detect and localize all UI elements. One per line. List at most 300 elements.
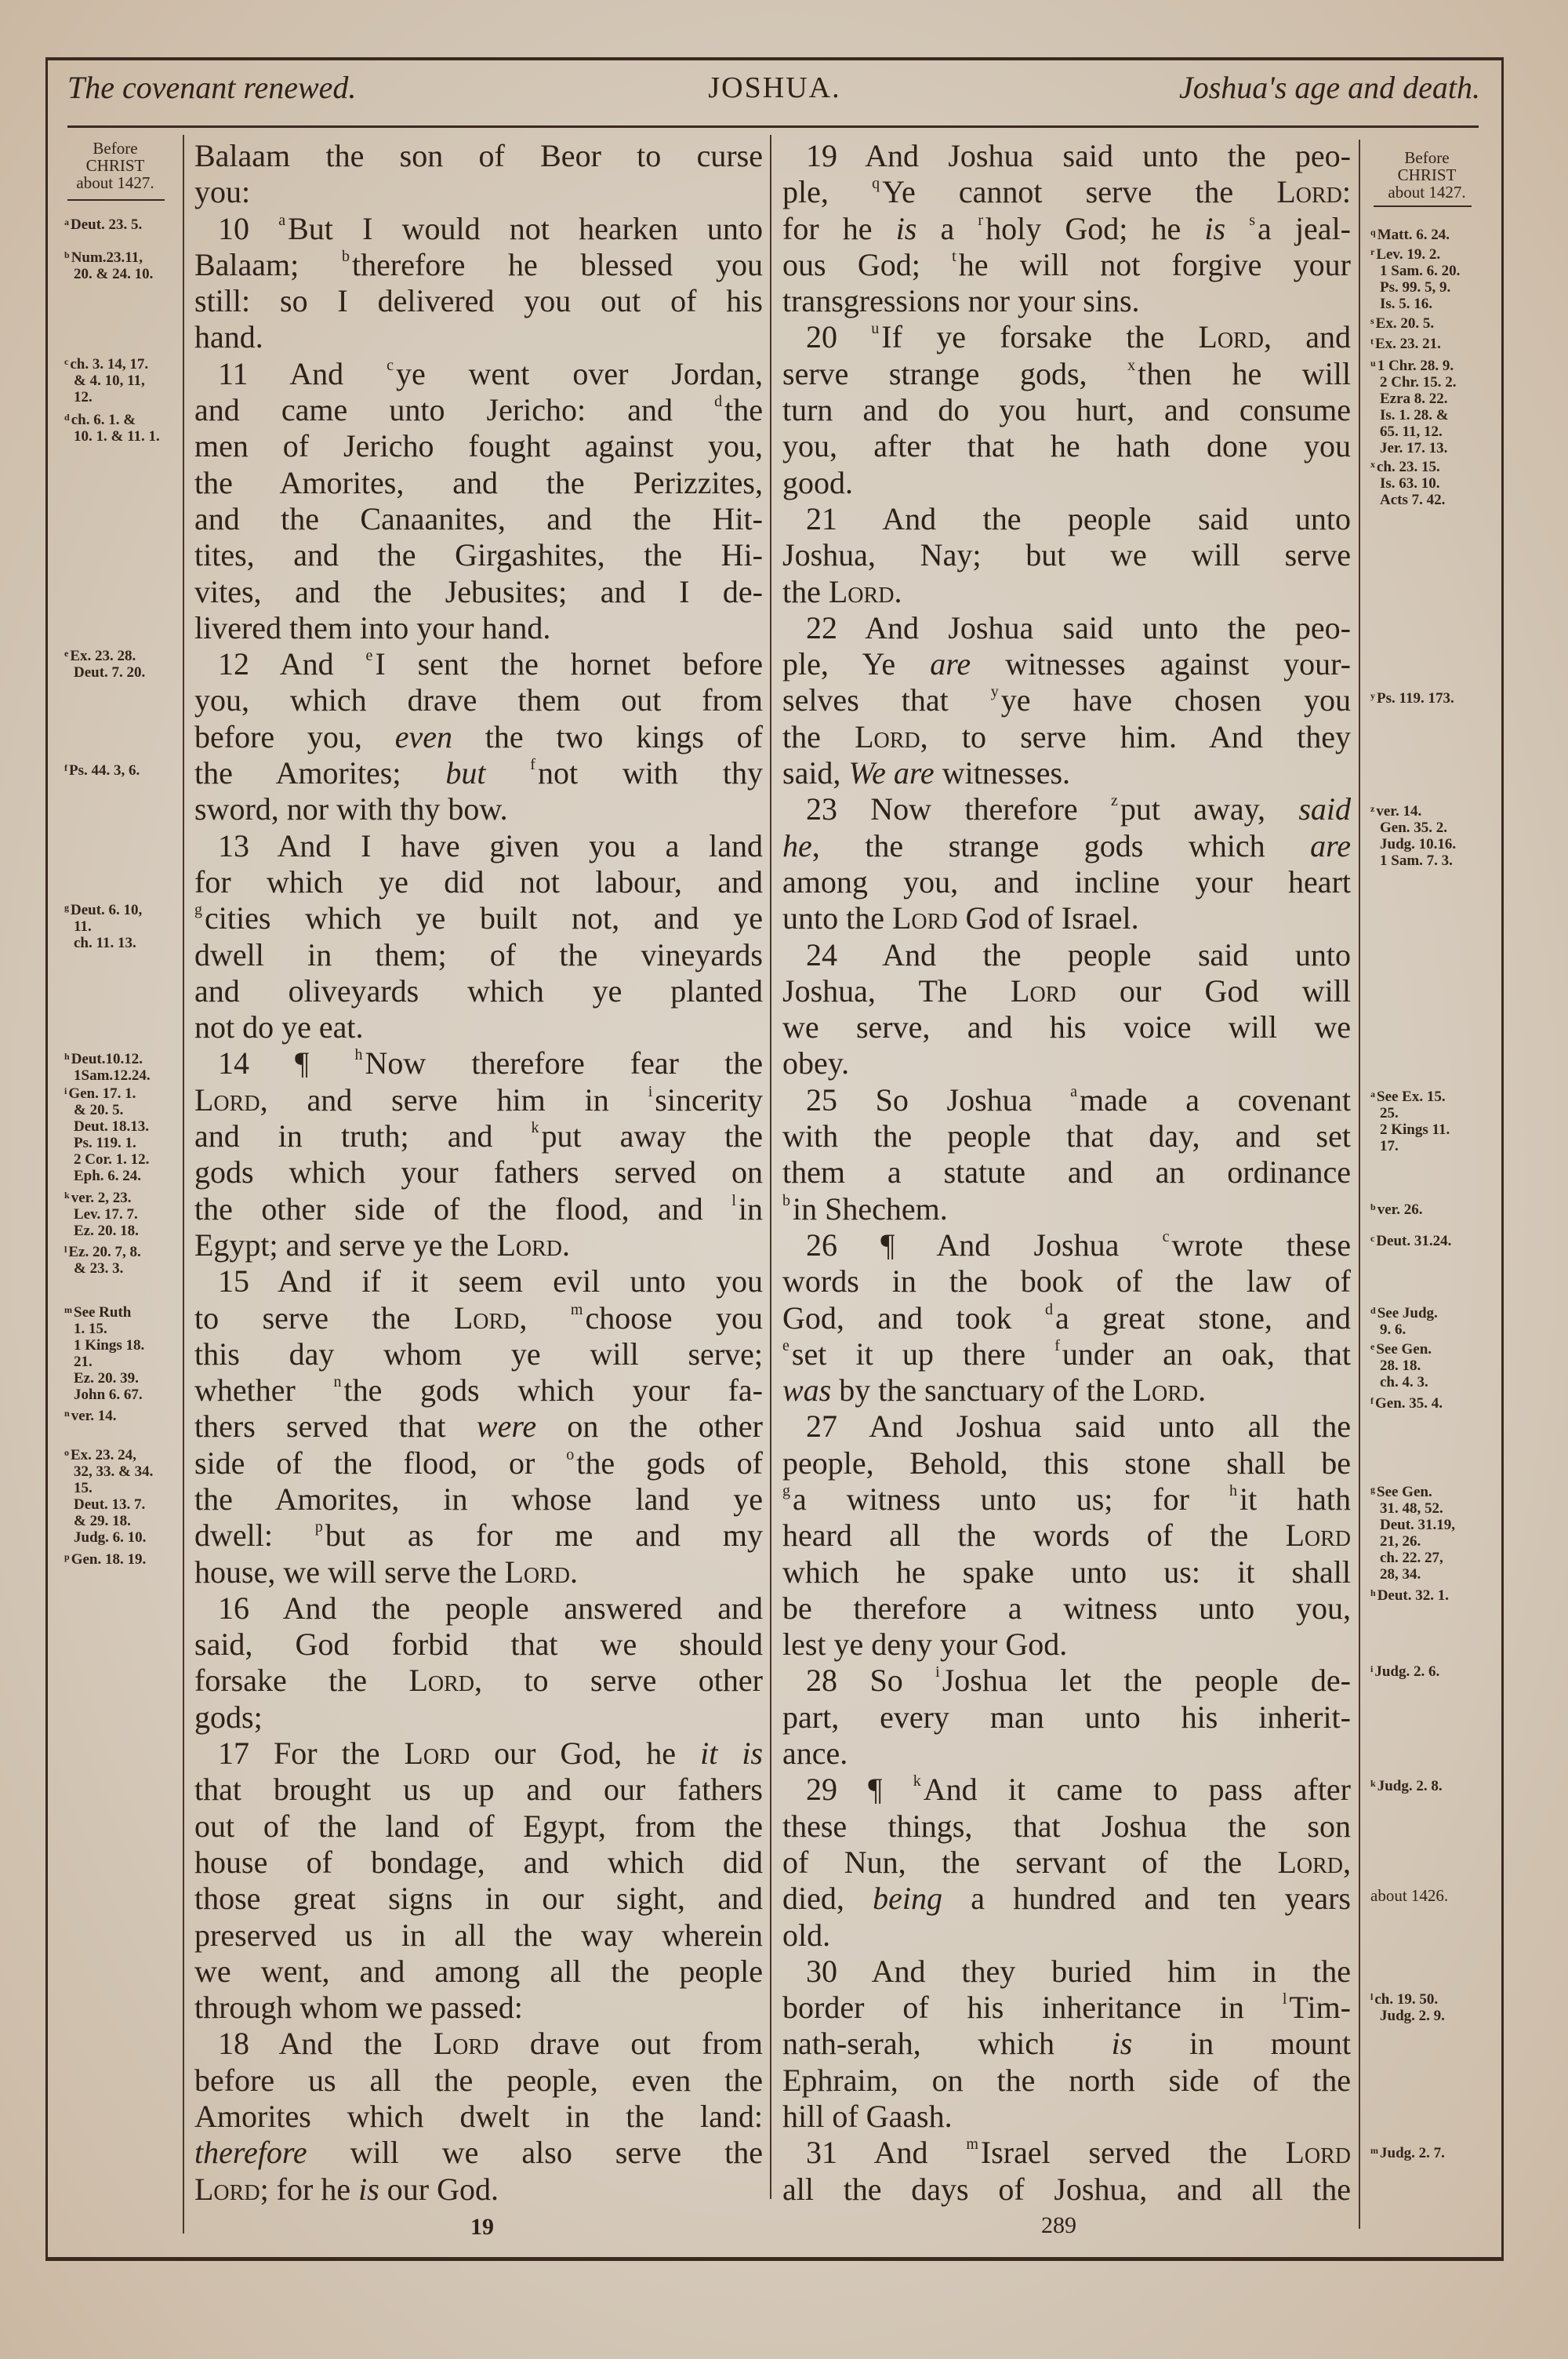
- reference-mark: t: [952, 247, 956, 265]
- reference-mark: m: [570, 1300, 583, 1318]
- verse-paragraph: [194, 138, 763, 211]
- text-line: the Amorites, in whose land ye: [194, 1481, 763, 1517]
- marginal-note-right-y: [1370, 690, 1454, 707]
- text-line: and came unto Jericho: and $^d$the: [194, 392, 763, 428]
- note-line: Ezra 8. 22.: [1380, 391, 1448, 407]
- reference-mark: a: [1070, 1082, 1077, 1100]
- reference-mark: n: [333, 1373, 342, 1391]
- text-line: the Amorites, and the Perizzites,: [194, 464, 763, 500]
- note-line: $^e$ Ex. 23. 28.: [64, 648, 136, 664]
- reference-mark: l: [731, 1191, 736, 1209]
- note-line: Is. 1. 28. &: [1380, 407, 1449, 423]
- note-mark: d: [1370, 1305, 1376, 1316]
- marginal-note-right-x: [1370, 459, 1445, 508]
- text-line: he, the strange gods which are: [782, 827, 1351, 863]
- note-mark: c: [64, 356, 69, 367]
- text-line: Joshua, The Lord our God will: [782, 972, 1351, 1009]
- reference-mark: k: [913, 1772, 921, 1790]
- text-line: said, We are witnesses.: [782, 755, 1071, 791]
- note-mark: n: [64, 1408, 70, 1419]
- note-line: & 4. 10, 11,: [74, 373, 145, 389]
- text-line: you, after that he hath done you: [782, 428, 1351, 464]
- note-line: Ez. 20. 18.: [74, 1223, 139, 1239]
- page-number: 289: [1041, 2212, 1076, 2238]
- note-line: 2 Chr. 15. 2.: [1380, 374, 1457, 391]
- text-line: of Nun, the servant of the Lord,: [782, 1844, 1351, 1880]
- verse-paragraph: [782, 138, 1351, 319]
- reference-mark: f: [530, 756, 535, 774]
- italic-text: being: [873, 1881, 942, 1917]
- text-line: through whom we passed:: [194, 1990, 523, 2026]
- text-line: the Amorites; but $^f$not with thy: [194, 755, 763, 791]
- small-caps-text: Lord: [1276, 174, 1342, 210]
- text-line: 30 And they buried him in the: [806, 1953, 1351, 1989]
- reference-mark: c: [387, 356, 394, 374]
- small-caps-text: Lord: [1277, 1844, 1343, 1880]
- note-line: 21, 26.: [1380, 1533, 1421, 1550]
- note-line: 2 Cor. 1. 12.: [74, 1151, 150, 1168]
- note-line: $^u$ 1 Chr. 28. 9.: [1370, 358, 1454, 374]
- italic-text: it is: [700, 1736, 763, 1772]
- running-head-left: The covenant renewed.: [67, 70, 357, 105]
- date-rule-left: [67, 199, 165, 201]
- note-line: & 29. 18.: [74, 1513, 131, 1529]
- small-caps-text: Lord: [1285, 1518, 1351, 1554]
- text-line: 15 And if it seem evil unto you: [218, 1263, 763, 1299]
- text-line: we serve, and his voice will we: [782, 1009, 1351, 1045]
- date-label-right: [1368, 149, 1486, 201]
- verse-paragraph: [782, 1082, 1351, 1227]
- small-caps-text: Lord: [1011, 972, 1076, 1009]
- note-mark: i: [64, 1085, 67, 1096]
- note-mark: t: [1370, 336, 1374, 347]
- note-mark: l: [1370, 1991, 1374, 2002]
- note-line: $^m$ See Ruth: [64, 1304, 132, 1321]
- marginal-note-right-g: [1370, 1484, 1455, 1583]
- note-line: 21.: [74, 1354, 93, 1370]
- note-line: 31. 48, 52.: [1380, 1500, 1443, 1517]
- note-line: 1. 15.: [74, 1321, 107, 1337]
- note-line: Judg. 2. 9.: [1380, 2008, 1445, 2024]
- text-line: you:: [194, 174, 251, 210]
- note-line: 1 Sam. 7. 3.: [1380, 852, 1453, 869]
- text-line: this day whom ye will serve;: [194, 1336, 763, 1372]
- note-line: Deut. 13. 7.: [74, 1496, 146, 1513]
- verse-paragraph: [782, 319, 1351, 500]
- note-mark: r: [1370, 246, 1375, 257]
- note-line: $^l$ Ez. 20. 7, 8.: [64, 1244, 141, 1260]
- text-line: border of his inheritance in $^l$Tim-: [782, 1990, 1351, 2026]
- text-line: be therefore a witness unto you,: [782, 1590, 1351, 1626]
- note-mark: o: [64, 1447, 69, 1458]
- small-caps-text: Lord: [453, 1299, 520, 1336]
- text-line: 25 So Joshua $^a$made a covenant: [806, 1081, 1352, 1118]
- note-line: 1 Sam. 6. 20.: [1380, 263, 1461, 279]
- reference-mark: b: [342, 247, 350, 265]
- marginal-note-right-q: [1370, 227, 1450, 243]
- text-line: heard all the words of the Lord: [782, 1518, 1351, 1554]
- text-line: out of the land of Egypt, from the: [194, 1808, 763, 1844]
- marginal-note-right-k: [1370, 1778, 1443, 1794]
- note-line: Gen. 35. 2.: [1380, 820, 1448, 836]
- text-line: sword, nor with thy bow.: [194, 791, 508, 827]
- verse-paragraph: [194, 1263, 763, 1590]
- text-line: and oliveyards which ye planted: [194, 972, 763, 1009]
- text-line: and the Canaanites, and the Hit-: [194, 500, 763, 536]
- text-line: $^b$in Shechem.: [782, 1190, 948, 1227]
- italic-text: were: [476, 1408, 537, 1445]
- text-line: 26 ¶ And Joshua $^c$wrote these: [806, 1227, 1351, 1263]
- marginal-note-right-z: [1370, 803, 1456, 869]
- text-line: Balaam the son of Beor to curse: [194, 138, 763, 173]
- reference-mark: x: [1127, 356, 1136, 374]
- note-line: $^f$ Ps. 44. 3, 6.: [64, 762, 140, 779]
- date-line: Before: [93, 139, 138, 158]
- note-line: 11.: [74, 918, 92, 935]
- text-line: ous God; $^t$he will not forgive your: [782, 246, 1351, 282]
- text-line: Egypt; and serve ye the Lord.: [194, 1227, 570, 1263]
- marginal-note-right-date: [1370, 1888, 1448, 1904]
- note-line: $^x$ ch. 23. 15.: [1370, 459, 1440, 475]
- text-line: Joshua, Nay; but we will serve: [782, 537, 1351, 573]
- italic-text: is: [358, 2171, 379, 2207]
- marginal-note-right-c: [1370, 1233, 1451, 1249]
- verse-paragraph: [782, 1954, 1351, 2135]
- text-line: 11 And $^c$ye went over Jordan,: [218, 355, 763, 391]
- note-mark: m: [64, 1304, 72, 1315]
- note-line: Deut. 31.19,: [1380, 1517, 1456, 1533]
- signature-mark: 19: [470, 2214, 494, 2240]
- marginal-note-right-h: [1370, 1587, 1449, 1604]
- text-line: 18 And the Lord drave out from: [218, 2026, 763, 2062]
- italic-text: are: [930, 646, 971, 682]
- reference-mark: e: [365, 647, 373, 665]
- column-rule-center: [770, 135, 771, 2199]
- text-line: for he is a $^r$holy God; he is $^s$a jeal-: [782, 210, 1351, 246]
- date-rule-right: [1374, 205, 1472, 207]
- note-line: Ez. 20. 39.: [74, 1370, 139, 1387]
- reference-mark: i: [935, 1663, 940, 1681]
- note-mark: s: [1370, 315, 1374, 326]
- text-line: all the days of Joshua, and all the: [782, 2171, 1351, 2207]
- note-line: Jer. 17. 13.: [1380, 440, 1448, 456]
- text-line: turn and do you hurt, and consume: [782, 392, 1351, 428]
- text-line: house, we will serve the Lord.: [194, 1554, 579, 1590]
- text-line: 28 So $^i$Joshua let the people de-: [806, 1663, 1351, 1699]
- note-line: $^d$ See Judg.: [1370, 1305, 1438, 1321]
- reference-mark: s: [1249, 211, 1256, 229]
- text-line: God, and took $^d$a great stone, and: [782, 1299, 1351, 1336]
- reference-mark: z: [1110, 792, 1118, 810]
- text-line: 12 And $^e$I sent the hornet before: [218, 646, 763, 682]
- note-line: $^g$ See Gen.: [1370, 1484, 1432, 1500]
- text-line: the other side of the flood, and $^l$in: [194, 1190, 763, 1227]
- reference-mark: b: [782, 1191, 790, 1209]
- text-line: selves that $^y$ye have chosen you: [782, 682, 1351, 718]
- text-line: was by the sanctuary of the Lord.: [782, 1372, 1207, 1408]
- note-line: 25.: [1380, 1105, 1399, 1121]
- text-line: 19 And Joshua said unto the peo-: [806, 138, 1351, 173]
- text-line: part, every man unto his inherit-: [782, 1699, 1351, 1735]
- date-line: CHRIST: [85, 156, 145, 175]
- small-caps-text: Lord: [1198, 319, 1264, 355]
- marginal-note-left-g: [64, 902, 142, 951]
- verse-paragraph: [782, 2135, 1351, 2208]
- text-line: Lord, and serve him in $^i$sincerity: [194, 1081, 763, 1118]
- italic-text: said: [1298, 791, 1351, 827]
- note-line: $^m$ Judg. 2. 7.: [1370, 2145, 1445, 2161]
- marginal-note-right-b: [1370, 1201, 1423, 1218]
- text-line: livered them into your hand.: [194, 609, 551, 645]
- date-label-left: [56, 140, 174, 191]
- marginal-note-right-i: [1370, 1663, 1439, 1680]
- note-line: 28. 18.: [1380, 1358, 1421, 1374]
- small-caps-text: Lord: [1132, 1372, 1199, 1408]
- note-line: $^f$ Gen. 35. 4.: [1370, 1395, 1443, 1412]
- italic-text: even: [394, 718, 452, 754]
- small-caps-text: Lord: [496, 1227, 562, 1263]
- note-line: $^k$ Judg. 2. 8.: [1370, 1778, 1443, 1794]
- small-caps-text: Lord: [828, 573, 895, 609]
- marginal-note-right-f: [1370, 1395, 1443, 1412]
- verse-paragraph: [194, 211, 763, 356]
- marginal-note-left-e: [64, 648, 145, 681]
- verse-paragraph: [782, 1663, 1351, 1772]
- text-line: preserved us in all the way wherein: [194, 1917, 763, 1953]
- running-head-right: Joshua's age and death.: [1178, 70, 1480, 105]
- note-mark: u: [1370, 358, 1376, 369]
- note-line: $^b$ ver. 26.: [1370, 1201, 1423, 1218]
- marginal-note-left-m: [64, 1304, 144, 1403]
- verse-paragraph: [194, 828, 763, 1046]
- italic-text: is: [895, 210, 917, 246]
- small-caps-text: Lord: [433, 2026, 499, 2062]
- text-line: 27 And Joshua said unto all the: [806, 1408, 1351, 1445]
- note-line: $^c$ Deut. 31.24.: [1370, 1233, 1452, 1249]
- italic-text: but: [445, 755, 486, 791]
- note-line: & 20. 5.: [74, 1102, 124, 1118]
- marginal-note-right-a: [1370, 1089, 1450, 1154]
- note-line: $^i$ Gen. 17. 1.: [64, 1085, 136, 1102]
- text-line: ance.: [782, 1736, 848, 1772]
- reference-mark: k: [531, 1119, 539, 1137]
- note-line: $^s$ Ex. 20. 5.: [1370, 315, 1435, 332]
- text-column-left: [194, 138, 763, 2208]
- reference-mark: y: [990, 683, 999, 701]
- text-line: among you, and incline your heart: [782, 863, 1351, 900]
- reference-mark: i: [648, 1082, 653, 1100]
- text-line: them a statute and an ordinance: [782, 1154, 1351, 1190]
- header-rule: [67, 125, 1479, 128]
- note-mark: a: [64, 216, 69, 227]
- note-line: $^a$ Deut. 23. 5.: [64, 216, 143, 233]
- reference-mark: h: [1229, 1481, 1237, 1499]
- text-line: still: so I delivered you out of his: [194, 283, 763, 319]
- text-line: old.: [782, 1917, 831, 1953]
- note-line: & 23. 3.: [74, 1260, 124, 1277]
- note-line: 20. & 24. 10.: [74, 266, 154, 282]
- date-line: Before: [1404, 148, 1450, 167]
- reference-mark: a: [278, 211, 286, 229]
- note-line: John 6. 67.: [74, 1387, 143, 1403]
- marginal-note-left-d: [64, 412, 160, 445]
- note-line: 10. 1. & 11. 1.: [74, 428, 160, 445]
- note-line: $^o$ Ex. 23. 24,: [64, 1447, 136, 1463]
- reference-mark: q: [872, 175, 880, 193]
- note-line: $^y$ Ps. 119. 173.: [1370, 690, 1454, 707]
- text-column-right: [782, 138, 1351, 2208]
- note-line: $^k$ ver. 2, 23.: [64, 1190, 132, 1206]
- text-line: the Lord, to serve him. And they: [782, 718, 1352, 754]
- note-line: ch. 4. 3.: [1380, 1374, 1428, 1390]
- text-line: therefore will we also serve the: [194, 2135, 763, 2171]
- small-caps-text: Lord: [891, 900, 958, 936]
- text-line: $^g$a witness unto us; for $^h$it hath: [782, 1481, 1351, 1517]
- note-mark: b: [64, 249, 70, 260]
- reference-mark: l: [1282, 1990, 1287, 2008]
- note-mark: q: [1370, 227, 1376, 238]
- text-line: lest ye deny your God.: [782, 1627, 1068, 1663]
- note-mark: b: [1370, 1201, 1376, 1212]
- reference-mark: e: [782, 1336, 789, 1354]
- text-line: $^g$cities which ye built not, and ye: [194, 900, 763, 936]
- marginal-note-right-e: [1370, 1341, 1432, 1390]
- column-rule-right: [1359, 140, 1360, 2229]
- marginal-note-left-n: [64, 1408, 117, 1424]
- text-line: before us all the people, even the: [194, 2062, 763, 2098]
- text-line: men of Jericho fought against you,: [194, 428, 763, 464]
- italic-text: therefore: [194, 2135, 307, 2171]
- reference-mark: h: [354, 1046, 363, 1064]
- date-line: CHRIST: [1397, 165, 1457, 184]
- text-line: dwell: $^p$but as for me and my: [194, 1518, 764, 1554]
- note-line: 2 Kings 11.: [1380, 1121, 1450, 1138]
- note-mark: y: [1370, 690, 1375, 701]
- text-line: $^e$set it up there $^f$under an oak, that: [782, 1336, 1351, 1372]
- marginal-note-left-i: [64, 1085, 149, 1184]
- note-line: $^q$ Matt. 6. 24.: [1370, 227, 1450, 243]
- note-line: Is. 5. 16.: [1380, 296, 1433, 312]
- text-line: you, which drave them out from: [194, 682, 763, 718]
- italic-text: We are: [848, 755, 935, 791]
- note-mark: d: [64, 412, 70, 423]
- text-line: hill of Gaash.: [782, 2099, 953, 2135]
- small-caps-text: Lord: [194, 2171, 260, 2207]
- note-line: Lev. 17. 7.: [74, 1206, 138, 1223]
- note-line: 1Sam.12.24.: [74, 1067, 151, 1084]
- note-mark: f: [1370, 1395, 1374, 1406]
- text-line: gods which your fathers served on: [194, 1154, 763, 1190]
- note-mark: a: [1370, 1089, 1375, 1100]
- note-mark: z: [1370, 803, 1375, 814]
- text-line: Ephraim, on the north side of the: [782, 2062, 1351, 2098]
- verse-paragraph: [782, 1772, 1351, 1953]
- marginal-note-right-r: [1370, 246, 1460, 312]
- reference-mark: d: [714, 393, 723, 411]
- italic-text: is: [1204, 210, 1226, 246]
- text-line: vites, and the Jebusites; and I de-: [194, 573, 763, 609]
- text-line: dwell in them; of the vineyards: [194, 936, 763, 972]
- text-line: thers served that were on the other: [194, 1408, 763, 1445]
- text-line: which he spake unto us: it shall: [782, 1554, 1351, 1590]
- text-line: we went, and among all the people: [194, 1953, 763, 1989]
- marginal-note-left-k: [64, 1190, 139, 1239]
- text-line: died, being a hundred and ten years: [782, 1881, 1351, 1917]
- text-line: serve strange gods, $^x$then he will: [782, 355, 1351, 391]
- reference-mark: u: [871, 320, 880, 338]
- note-line: $^r$ Lev. 19. 2.: [1370, 246, 1441, 263]
- text-line: for which ye did not labour, and: [194, 863, 763, 900]
- text-line: side of the flood, or $^o$the gods of: [194, 1445, 763, 1481]
- italic-text: are: [1310, 827, 1351, 863]
- date-line: about 1427.: [76, 173, 154, 192]
- marginal-note-left-a: [64, 216, 142, 233]
- reference-mark: g: [194, 901, 202, 919]
- note-line: Ps. 119. 1.: [74, 1135, 136, 1151]
- text-line: tites, and the Girgashites, the Hi-: [194, 537, 763, 573]
- text-line: 14 ¶ $^h$Now therefore fear the: [218, 1045, 764, 1081]
- verse-paragraph: [194, 646, 763, 827]
- note-line: 15.: [74, 1480, 93, 1496]
- small-caps-text: Lord: [504, 1554, 571, 1590]
- note-line: $^a$ See Ex. 15.: [1370, 1089, 1446, 1105]
- note-mark: h: [1370, 1587, 1376, 1598]
- note-mark: g: [64, 902, 69, 913]
- note-line: 65. 11, 12.: [1380, 423, 1443, 440]
- small-caps-text: Lord: [194, 1081, 260, 1118]
- text-line: transgressions nor your sins.: [782, 283, 1140, 319]
- text-line: 10 $^a$But I would not hearken unto: [218, 210, 764, 246]
- note-line: $^b$ Num.23.11,: [64, 249, 143, 266]
- marginal-note-right-d: [1370, 1305, 1438, 1338]
- reference-mark: m: [966, 2135, 978, 2154]
- text-line: that brought us up and our fathers: [194, 1772, 763, 1808]
- marginal-note-right-m: [1370, 2145, 1445, 2161]
- text-line: these things, that Joshua the son: [782, 1808, 1351, 1844]
- note-line: Judg. 6. 10.: [74, 1529, 147, 1546]
- text-line: with the people that day, and set: [782, 1118, 1351, 1154]
- note-line: ch. 11. 13.: [74, 935, 136, 951]
- reference-mark: r: [978, 211, 984, 229]
- reference-mark: f: [1054, 1336, 1060, 1354]
- verse-paragraph: [782, 1227, 1351, 1408]
- text-line: said, God forbid that we should: [194, 1627, 763, 1663]
- marginal-note-right-s: [1370, 315, 1434, 332]
- marginal-note-right-l: [1370, 1991, 1445, 2024]
- note-mark: h: [64, 1051, 70, 1062]
- note-line: 32, 33. & 34.: [74, 1463, 154, 1480]
- note-line: Judg. 10.16.: [1380, 836, 1457, 852]
- text-line: before you, even the two kings of: [194, 718, 763, 754]
- note-line: $^c$ ch. 3. 14, 17.: [64, 356, 149, 373]
- text-line: Balaam; $^b$therefore he blessed you: [194, 246, 763, 282]
- note-line: ch. 22. 27,: [1380, 1550, 1443, 1566]
- note-mark: x: [1370, 459, 1375, 470]
- note-mark: g: [1370, 1484, 1375, 1495]
- text-line: Amorites which dwelt in the land:: [194, 2099, 763, 2135]
- note-line: Deut. 7. 20.: [74, 664, 146, 681]
- note-line: $^h$ Deut. 32. 1.: [1370, 1587, 1449, 1604]
- note-line: $^l$ ch. 19. 50.: [1370, 1991, 1439, 2008]
- italic-text: is: [1111, 2026, 1133, 2062]
- note-mark: k: [1370, 1778, 1376, 1789]
- text-line: ple, Ye are witnesses against your-: [782, 646, 1351, 682]
- note-line: $^e$ See Gen.: [1370, 1341, 1432, 1358]
- text-line: not do ye eat.: [194, 1009, 364, 1045]
- note-mark: l: [64, 1244, 67, 1255]
- note-mark: p: [64, 1551, 70, 1562]
- note-mark: e: [64, 648, 69, 659]
